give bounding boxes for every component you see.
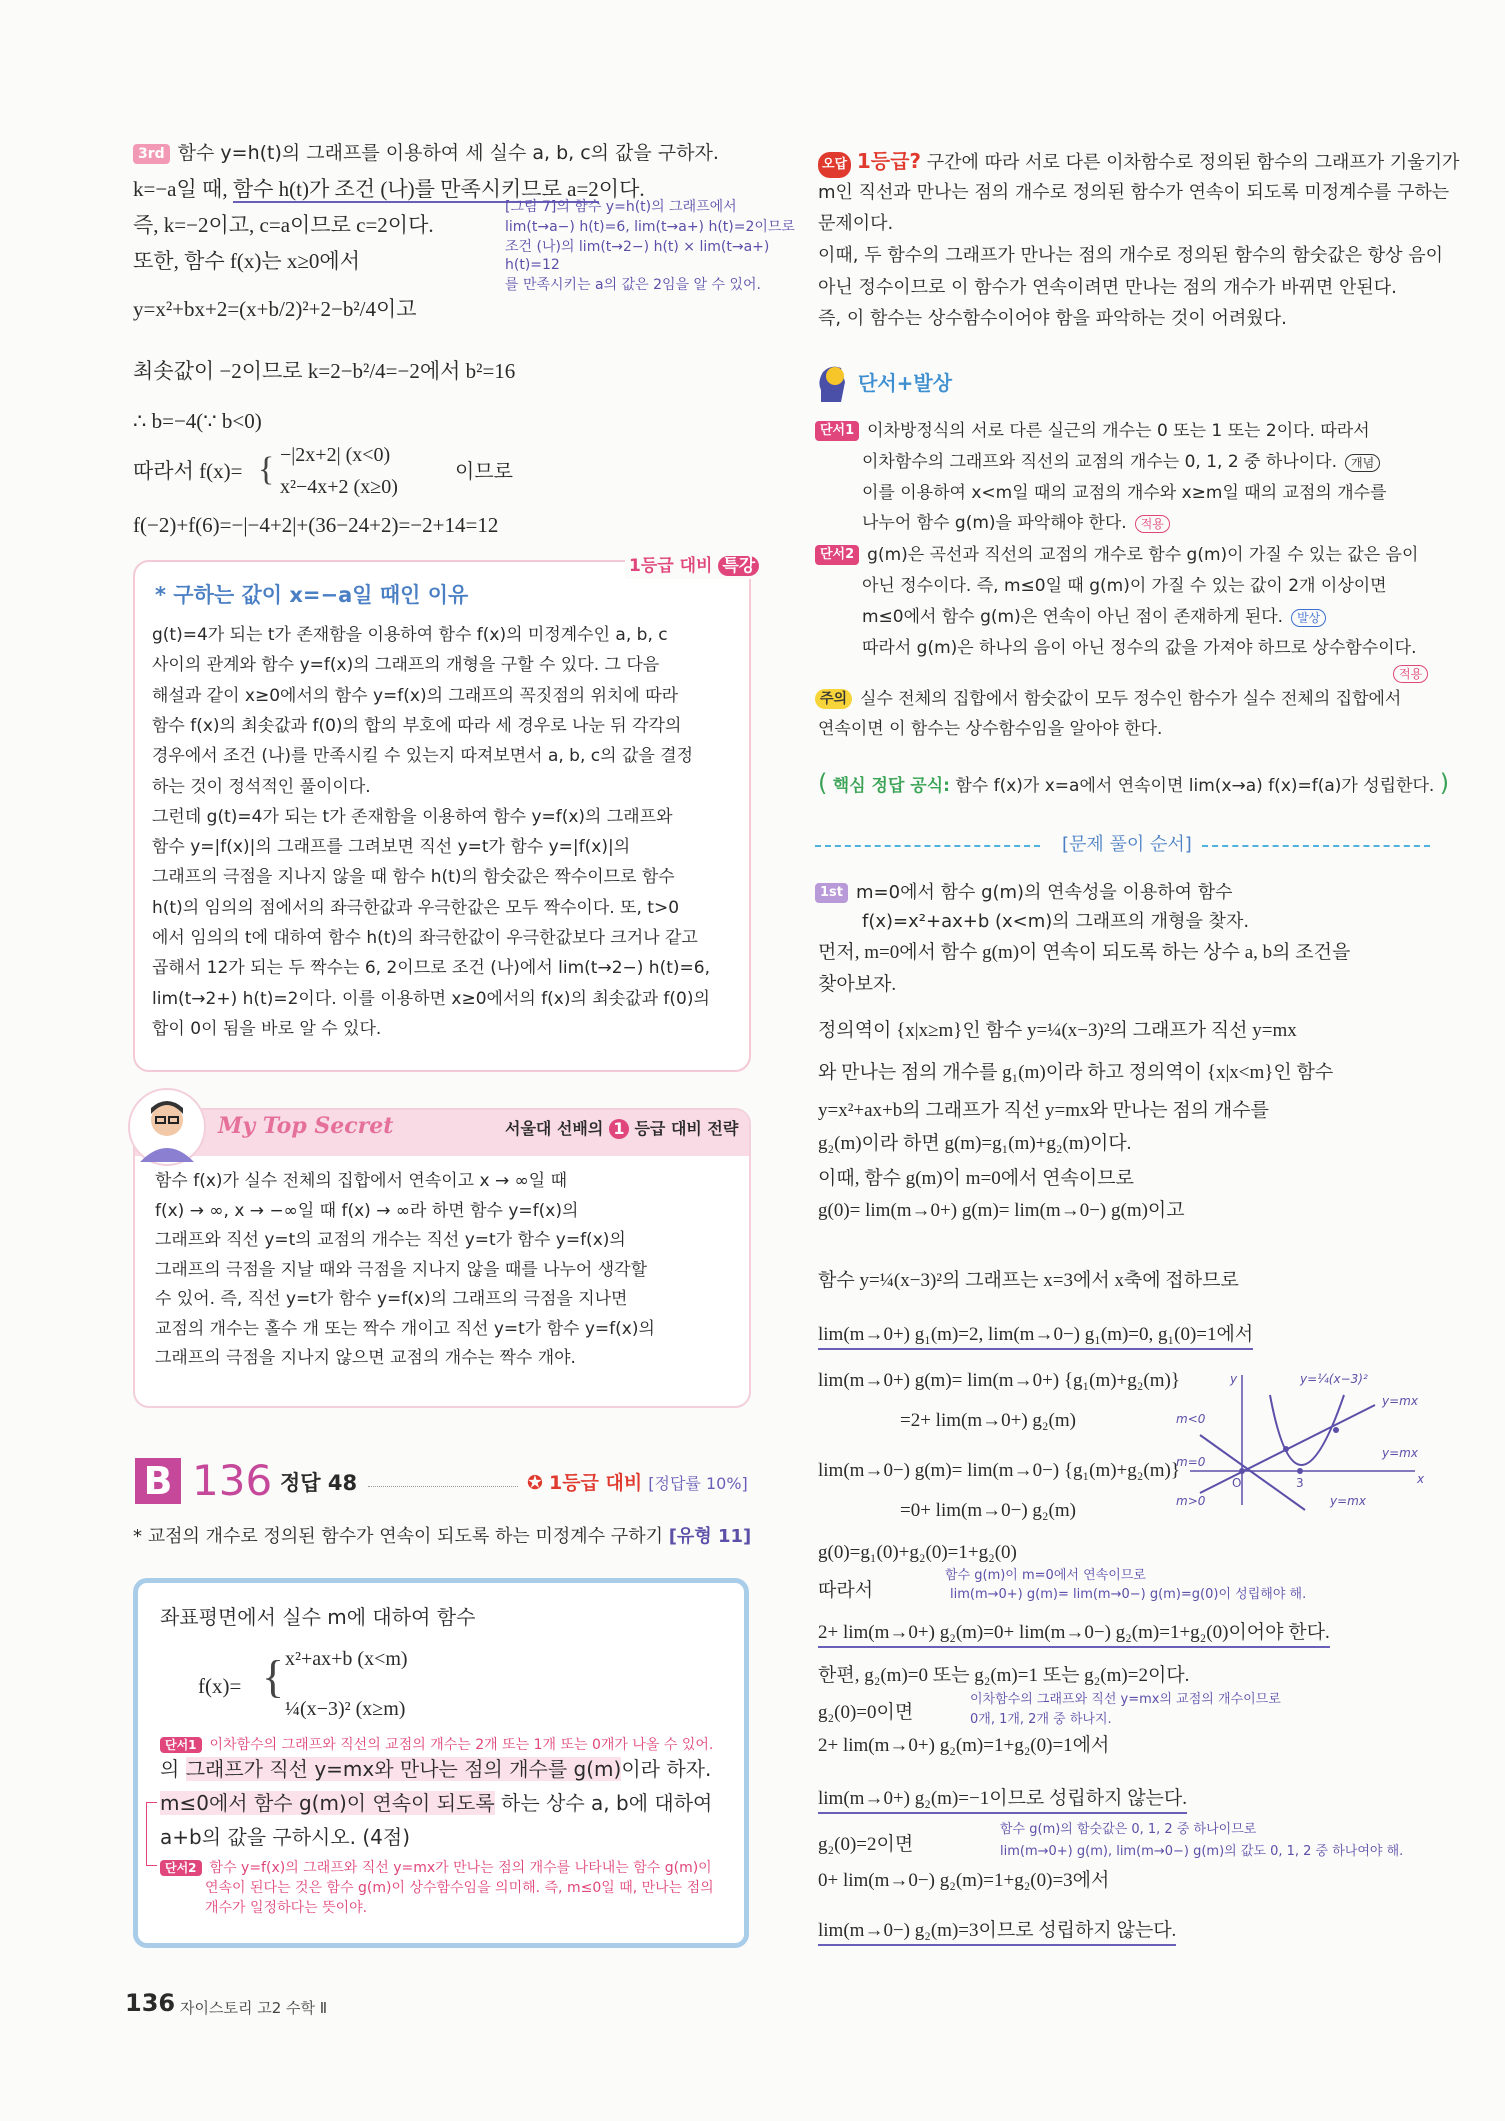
solution-line: lim(m→0+) g₁(m)=2, lim(m→0−) g₁(m)=0, g₁(0)=1에서 — [818, 1322, 1253, 1350]
book-title: 자이스토리 고2 수학 Ⅱ — [180, 1999, 328, 2017]
divider — [1202, 845, 1430, 847]
text — [862, 510, 1170, 536]
m-neg-label: m<0 — [1176, 1412, 1206, 1426]
solution-line: 따라서 — [818, 1580, 874, 1601]
special-line: 합이 0이 됨을 바로 알 수 있다. — [152, 1018, 382, 1039]
solution-line: 2+ lim(m→0+) g₂(m)=0+ lim(m→0−) g₂(m)=1+g₂(0)이어야 한다. — [818, 1620, 1330, 1648]
number-badge: 1 — [609, 1119, 629, 1139]
text: 이다. — [598, 177, 645, 201]
side-note-block — [505, 198, 795, 296]
line: ∴ b=−4(∵ b<0) — [133, 409, 262, 433]
solution-line: 이때, 함수 g(m)이 m=0에서 연속이므로 — [818, 1168, 1134, 1189]
solution-line: g(0)= lim(m→0+) g(m)= lim(m→0−) g(m)이고 — [818, 1200, 1185, 1221]
special-line: 함수 y=|f(x)|의 그래프를 그려보면 직선 y=t가 함수 y=|f(x)|의 — [152, 837, 631, 858]
secret-line: 수 있어. 즉, 직선 y=t가 함수 y=f(x)의 그래프의 극점을 지나면 — [155, 1289, 628, 1309]
apply-tag-line — [1385, 660, 1428, 686]
special-line: 곱해서 12가 되는 두 짝수는 6, 2이므로 조건 (나)에서 lim(t→2−) h(t)=6, — [152, 958, 710, 979]
secret-subtitle — [505, 1116, 738, 1142]
caution — [815, 686, 1401, 712]
parabola — [1270, 1395, 1344, 1465]
side-note: [그림 7]의 함수 y=h(t)의 그래프에서 — [505, 199, 737, 215]
highlight: 그래프가 직선 y=mx와 만나는 점의 개수를 g(m) — [185, 1757, 622, 1781]
text: 실수 전체의 집합에서 함숫값이 모두 정수인 함수가 실수 전체의 집합에서 — [860, 689, 1402, 709]
star-icon: ✪ — [527, 1472, 543, 1494]
solution-line: 먼저, m=0에서 함수 g(m)이 연속이 되도록 하는 상수 a, b의 조건을 — [818, 942, 1351, 963]
answer-label: 정답 48 — [280, 1471, 358, 1495]
piece-case: −|2x+2| (x<0) — [280, 444, 391, 466]
badge: 특강 — [718, 556, 759, 576]
note: 0개, 1개, 2개 중 하나지. — [970, 1712, 1112, 1727]
text: 이때, 두 함수의 그래프가 만나는 점의 개수로 정의된 함수의 함숫값은 항상 음이 — [818, 245, 1444, 266]
special-title: * 구하는 값이 x=−a일 때인 이유 — [155, 583, 469, 607]
caution-badge: 주의 — [815, 689, 852, 709]
line: 좌표평면에서 실수 m에 대하여 함수 — [160, 1605, 476, 1629]
brace: { — [262, 1651, 285, 1702]
topic — [133, 1524, 751, 1550]
text: 이차함수의 그래프와 직선의 교점의 개수는 2개 또는 1개 또는 0개가 나올 수 있어. — [209, 1737, 714, 1753]
text: 이라 하자. — [621, 1757, 712, 1781]
line: f(−2)+f(6)=−|−4+2|+(36−24+2)=−2+14=12 — [133, 513, 499, 537]
level: 1등급 대비 — [548, 1472, 643, 1494]
special-line: 사이의 관계와 함수 y=f(x)의 그래프의 개형을 구할 수 있다. 그 다음 — [152, 655, 660, 676]
solution-line: =0+ lim(m→0−) g₂(m) — [900, 1500, 1076, 1521]
text: 등급 대비 전략 — [634, 1119, 739, 1138]
why-badge: 오답 — [818, 152, 851, 178]
apply-tag: 적용 — [1135, 515, 1170, 533]
solution-line: =2+ lim(m→0+) g₂(m) — [900, 1410, 1076, 1431]
hint1 — [160, 1732, 713, 1758]
curve-label: y=¼(x−3)² — [1300, 1372, 1368, 1386]
solution-line: lim(m→0+) g(m)= lim(m→0+) {g₁(m)+g₂(m)} — [818, 1370, 1180, 1391]
brace: { — [258, 451, 275, 488]
clue1 — [815, 418, 1370, 444]
step-badge: 1st — [815, 883, 848, 903]
step3-line — [133, 140, 719, 166]
text: m≤0에서 함수 g(m)은 연속이 아닌 점이 존재하게 된다. — [862, 607, 1284, 627]
line: 따라서 f(x)= — [133, 459, 243, 483]
text: 아닌 정수이므로 이 함수가 연속이려면 만나는 점의 개수가 바뀌면 안된다. — [818, 277, 1397, 298]
page-number: 136 — [125, 1989, 176, 2017]
side-note: lim(t→a−) h(t)=6, lim(t→a+) h(t)=2이므로 — [505, 219, 795, 235]
tick-3: 3 — [1296, 1476, 1304, 1490]
clue-badge: 단서2 — [815, 545, 859, 565]
line: y=x²+bx+2=(x+b/2)²+2−b²/4이고 — [133, 297, 417, 321]
special-line: 에서 임의의 t에 대하여 함수 h(t)의 좌극한값이 우극한값보다 크거나 같고 — [152, 928, 698, 948]
secret-line: 교점의 개수는 홀수 개 또는 짝수 개이고 직선 y=t가 함수 y=f(x)의 — [155, 1318, 655, 1339]
concept-tag: 개념 — [1345, 454, 1380, 472]
solution-line: 와 만나는 점의 개수를 g₁(m)이라 하고 정의역이 {x|x<m}인 함수 — [818, 1062, 1334, 1083]
piece-case: x²−4x+2 (x≥0) — [280, 476, 398, 498]
special-line: 해설과 같이 x≥0에서의 함수 y=f(x)의 그래프의 꼭짓점의 위치에 따라 — [152, 685, 679, 706]
type-label: [유형 11] — [668, 1526, 752, 1547]
solution-line: 함수 y=¼(x−3)²의 그래프는 x=3에서 x축에 접하므로 — [818, 1270, 1239, 1291]
text: f(x)= — [198, 1674, 242, 1698]
secret-title: My Top Secret — [218, 1113, 394, 1139]
why-line — [818, 148, 1459, 178]
special-line: 하는 것이 정석적인 풀이이다. — [152, 776, 371, 797]
solution-line: lim(m→0−) g(m)= lim(m→0−) {g₁(m)+g₂(m)} — [818, 1460, 1180, 1481]
solution-line: g₂(0)=0이면 — [818, 1702, 914, 1723]
special-line: 경우에서 조건 (나)를 만족시킬 수 있는지 따져보면서 a, b, c의 값을 결정 — [152, 746, 694, 767]
text: 구간에 따라 서로 다른 이차함수로 정의된 함수의 그래프가 기울기가 — [926, 152, 1460, 173]
m-zero-label: m=0 — [1176, 1455, 1206, 1469]
apply-tag: 적용 — [1393, 665, 1428, 683]
line — [160, 1756, 711, 1782]
rate: [정답률 10%] — [648, 1474, 748, 1493]
text: 따라서 g(m)은 하나의 음이 아닌 정수의 값을 가져야 하므로 상수함수이다. — [862, 638, 1417, 658]
text: 이를 이용하여 x<m일 때의 교점의 개수와 x≥m일 때의 교점의 개수를 — [862, 483, 1387, 503]
highlight: m≤0에서 함수 g(m)이 연속이 되도록 — [160, 1791, 495, 1815]
text: m=0에서 함수 g(m)의 연속성을 이용하여 함수 — [856, 882, 1233, 903]
idea-title: 단서+발상 — [858, 371, 953, 395]
line-m-negative — [1200, 1435, 1305, 1510]
level-info — [527, 1470, 748, 1497]
line-label: y=mx — [1382, 1394, 1418, 1408]
text: g(m)은 곡선과 직선의 교점의 개수로 함수 g(m)이 가질 수 있는 값은 음이 — [867, 545, 1419, 565]
text — [862, 449, 1380, 475]
line — [160, 1790, 712, 1816]
why-title: 1등급? — [856, 149, 922, 173]
text: 나누어 함수 g(m)을 파악해야 한다. — [862, 513, 1127, 533]
clue2 — [815, 542, 1418, 568]
solution-line: lim(m→0−) g₂(m)=3이므로 성립하지 않는다. — [818, 1918, 1176, 1946]
piece-case: x²+ax+b (x<m) — [285, 1648, 408, 1670]
text: * 교점의 개수로 정의된 함수가 연속이 되도록 하는 미정계수 구하기 — [133, 1526, 663, 1547]
note: 함수 g(m)의 함숫값은 0, 1, 2 중 하나이므로 — [1000, 1822, 1257, 1837]
special-line: 그런데 g(t)=4가 되는 t가 존재함을 이용하여 함수 y=f(x)의 그래프와 — [152, 806, 673, 827]
text: 의 — [160, 1757, 186, 1781]
special-tag — [625, 553, 763, 579]
line: 즉, k=−2이고, c=a이므로 c=2이다. — [133, 213, 434, 237]
divider — [368, 1486, 518, 1487]
solution-line: g(0)=g₁(0)+g₂(0)=1+g₂(0) — [818, 1542, 1017, 1563]
note: lim(m→0+) g(m), lim(m→0−) g(m)의 값도 0, 1, 2 중 하나여야 해. — [1000, 1844, 1404, 1859]
hint2-line: 개수가 일정하다는 뜻이야. — [205, 1900, 368, 1916]
text: 함수 f(x)가 x=a에서 연속이면 lim(x→a) f(x)=f(a)가 성립한다. — [955, 776, 1435, 796]
special-line: 그래프의 극점을 지나지 않을 때 함수 h(t)의 함숫값은 짝수이므로 함수 — [152, 867, 675, 888]
side-note: 를 만족시키는 a의 값은 2임을 알 수 있어. — [505, 277, 761, 293]
special-line: 함수 f(x)의 최솟값과 f(0)의 합의 부호에 따라 세 경우로 나눈 뒤 각각의 — [152, 715, 682, 736]
order-title: [문제 풀이 순서] — [1062, 834, 1192, 855]
secret-line: 함수 f(x)가 실수 전체의 집합에서 연속이고 x → ∞일 때 — [155, 1171, 568, 1191]
text: k=−a일 때, — [133, 177, 233, 201]
hint-badge: 단서1 — [160, 1737, 202, 1753]
special-line: g(t)=4가 되는 t가 존재함을 이용하여 함수 f(x)의 미정계수인 a, b, c — [152, 625, 668, 645]
m-pos-label: m>0 — [1176, 1494, 1206, 1508]
hint-badge: 단서2 — [160, 1860, 202, 1876]
avatar — [128, 1088, 206, 1166]
text: 1등급 대비 — [629, 556, 713, 576]
text: f(x)=x²+ax+b (x<m)의 그래프의 개형을 찾자. — [862, 911, 1250, 932]
text — [862, 604, 1326, 630]
secret-line: 그래프의 극점을 지나지 않으면 교점의 개수는 짝수 개야. — [155, 1348, 576, 1368]
text: 연속이면 이 함수는 상수함수임을 알아야 한다. — [818, 719, 1163, 739]
line: 또한, 함수 f(x)는 x≥0에서 — [133, 249, 361, 273]
text: 문제이다. — [818, 213, 894, 234]
secret-line: f(x) → ∞, x → −∞일 때 f(x) → ∞라 하면 함수 y=f(x)의 — [155, 1200, 579, 1221]
idea-tag: 발상 — [1291, 609, 1326, 627]
y-label: y — [1230, 1372, 1238, 1386]
x-label: x — [1417, 1472, 1425, 1486]
step1 — [815, 880, 1233, 906]
solution-line: g₂(0)=2이면 — [818, 1834, 914, 1855]
solution-line: 한편, g₂(m)=0 또는 g₂(m)=1 또는 g₂(m)=2이다. — [818, 1665, 1190, 1686]
clue-badge: 단서1 — [815, 421, 859, 441]
text: 함수 y=h(t)의 그래프를 이용하여 세 실수 a, b, c의 값을 구하자. — [177, 142, 719, 164]
text: 아닌 정수이다. 즉, m≤0일 때 g(m)이 가질 수 있는 값이 2개 이상이면 — [862, 576, 1387, 596]
special-line: h(t)의 임의의 점에서의 좌극한값과 우극한값은 모두 짝수이다. 또, t>0 — [152, 897, 680, 918]
text: m인 직선과 만나는 점의 개수로 정의된 함수가 연속이 되도록 미정계수를 구하는 — [818, 182, 1450, 203]
side-note: 조건 (나)의 lim(t→2−) h(t) × lim(t→a+) h(t)=12 — [505, 239, 770, 273]
note: 함수 g(m)이 m=0에서 연속이므로 — [945, 1568, 1146, 1583]
text: 이므로 — [455, 459, 513, 483]
line: 최솟값이 −2이므로 k=2−b²/4=−2에서 b²=16 — [133, 359, 516, 383]
line: a+b의 값을 구하시오. (4점) — [160, 1825, 411, 1849]
line-label: y=mx — [1330, 1494, 1366, 1508]
graph — [1170, 1365, 1450, 1515]
secret-line: 그래프의 극점을 지날 때와 극점을 지나지 않을 때를 나누어 생각할 — [155, 1259, 648, 1280]
underlined-text: 함수 h(t)가 조건 (나)를 만족시키므로 a=2 — [232, 177, 599, 201]
problem-number: 136 — [192, 1456, 273, 1505]
solution-line: 찾아보자. — [818, 974, 897, 995]
solution-line: lim(m→0+) g₂(m)=−1이므로 성립하지 않는다. — [818, 1786, 1187, 1814]
text: 함수 y=f(x)의 그래프와 직선 y=mx가 만나는 점의 개수를 나타내는 함수 g(m)이 — [209, 1860, 712, 1876]
text: 서울대 선배의 — [505, 1119, 604, 1138]
text: 이차방정식의 서로 다른 실근의 개수는 0 또는 1 또는 2이다. 따라서 — [867, 421, 1370, 441]
solution-line: 정의역이 {x|x≥m}인 함수 y=¼(x−3)²의 그래프가 직선 y=mx — [818, 1020, 1297, 1041]
note: 이차함수의 그래프와 직선 y=mx의 교점의 개수이므로 — [970, 1692, 1281, 1707]
text: 이차함수의 그래프와 직선의 교점의 개수는 0, 1, 2 중 하나이다. — [862, 452, 1337, 472]
divider — [815, 845, 1040, 847]
problem-letter: B — [135, 1458, 181, 1504]
line-label: y=mx — [1382, 1446, 1418, 1460]
solution-line: 0+ lim(m→0−) g₂(m)=1+g₂(0)=3에서 — [818, 1870, 1110, 1891]
key-label: 핵심 정답 공식: — [832, 776, 950, 796]
special-line: lim(t→2+) h(t)=2이다. 이를 이용하면 x≥0에서의 f(x)의 최솟값과 f(0)의 — [152, 988, 710, 1009]
solution-line: y=x²+ax+b의 그래프가 직선 y=mx와 만나는 점의 개수를 — [818, 1100, 1269, 1121]
note: lim(m→0+) g(m)= lim(m→0−) g(m)=g(0)이 성립해야 해. — [950, 1587, 1307, 1602]
hint2-line: 연속이 된다는 것은 함수 g(m)이 상수함수임을 의미해. 즉, m≤0일 때, 만나는 점의 — [205, 1880, 714, 1896]
step-badge: 3rd — [133, 144, 170, 164]
solution-line: g₂(m)이라 하면 g(m)=g₁(m)+g₂(m)이다. — [818, 1133, 1132, 1154]
lightbulb-head-icon — [815, 362, 849, 408]
text: 하는 상수 a, b에 대하여 — [494, 1791, 713, 1815]
piece-case: ¼(x−3)² (x≥m) — [285, 1698, 406, 1720]
secret-line: 그래프와 직선 y=t의 교점의 개수는 직선 y=t가 함수 y=f(x)의 — [155, 1230, 626, 1250]
connector — [146, 1802, 157, 1866]
solution-line: 2+ lim(m→0+) g₂(m)=1+g₂(0)=1에서 — [818, 1735, 1110, 1756]
origin-label: O — [1232, 1476, 1242, 1490]
key-formula: ( 핵심 정답 공식: 함수 f(x)가 x=a에서 연속이면 lim(x→a) f(x)=f(a)가 성립한다. ) — [818, 769, 1450, 797]
text: 즉, 이 함수는 상수함수이어야 함을 파악하는 것이 어려웠다. — [818, 308, 1287, 329]
